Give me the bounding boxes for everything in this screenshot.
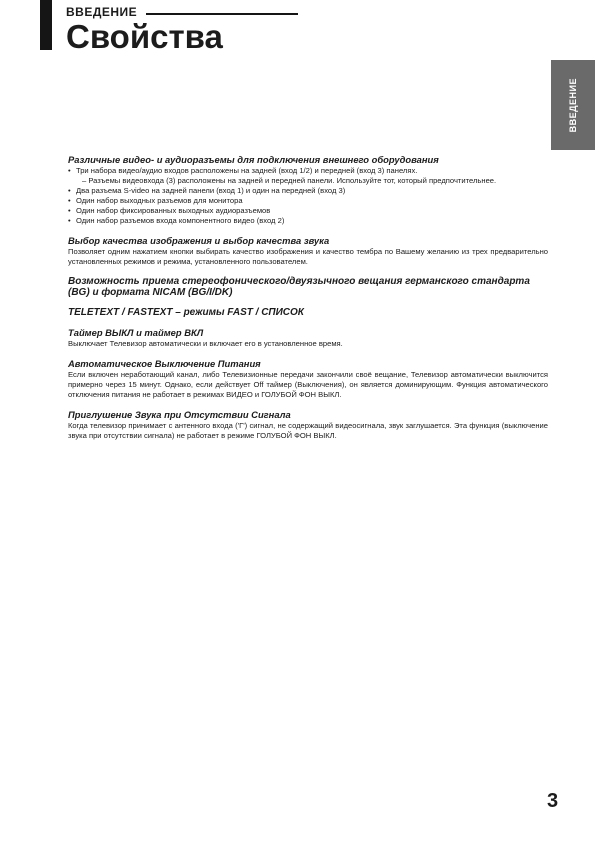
section-text: Позволяет одним нажатием кнопки выбирать качество изображения и качество тембра по Вашему желанию из трех предварительно установленных режимов и режима, установленного пользователем. bbox=[68, 247, 548, 266]
section-auto-power-off bbox=[68, 358, 548, 400]
section-connectors bbox=[68, 154, 548, 226]
section-label: ВВЕДЕНИЕ bbox=[66, 5, 138, 19]
section-no-signal-mute bbox=[68, 409, 548, 441]
section-text: Выключает Телевизор автоматически и включает его в установленное время. bbox=[68, 339, 343, 348]
section-heading: Приглушение Звука при Отсутствии Сигнала bbox=[68, 409, 291, 420]
section-timer bbox=[68, 327, 548, 349]
section-text: Если включен неработающий канал, либо Телевизионные передачи закончили своё вещание, Телевизор автоматически выключится примерно через 15 минут. Однако, если действует Off таймер (Выключения), он является доминирующим. Функция автоматического отключения питания не работает в режимах ВИДЕО и ГОЛУБОЙ ФОН ВЫКЛ. bbox=[68, 370, 548, 399]
section-heading: Автоматическое Выключение Питания bbox=[68, 358, 261, 369]
bullet-list bbox=[68, 166, 548, 226]
section-heading: Возможность приема стереофонического/двуязычного вещания германского стандарта (BG) и формата NICAM (BG/I/DK) bbox=[68, 276, 530, 298]
list-item: • Один набор разъемов входа компонентного видео (вход 2) bbox=[68, 216, 548, 226]
content bbox=[68, 154, 548, 450]
list-item: • Один набор выходных разъемов для монитора bbox=[68, 196, 548, 206]
list-item: • Два разъема S-video на задней панели (вход 1) и один на передней (вход 3) bbox=[68, 186, 548, 196]
margin-bar bbox=[40, 0, 52, 50]
section-text: Когда телевизор принимает с антенного входа ('Г') сигнал, не содержащий видеосигнала, звук заглушается. Эта функция (выключение звука при отсутствии сигнала) не работает в режиме ГОЛУБОЙ ФОН ВЫКЛ. bbox=[68, 421, 548, 440]
section-nicam bbox=[68, 276, 548, 298]
section-heading: Различные видео- и аудиоразъемы для подключения внешнего оборудования bbox=[68, 154, 439, 165]
section-rule bbox=[146, 13, 298, 15]
section-picture-sound bbox=[68, 235, 548, 267]
list-item bbox=[68, 166, 548, 186]
side-tab bbox=[551, 60, 595, 150]
section-heading: Таймер ВЫКЛ и таймер ВКЛ bbox=[68, 327, 204, 338]
list-item: • Один набор фиксированных выходных аудиоразъемов bbox=[68, 206, 548, 216]
section-teletext bbox=[68, 307, 548, 318]
page-number: 3 bbox=[547, 790, 559, 812]
side-tab-label: ВВЕДЕНИЕ bbox=[568, 77, 578, 133]
list-item-text: Три набора видео/аудио входов расположены на задней (вход 1/2) и передней (вход 3) панелях. bbox=[76, 166, 418, 175]
section-heading: TELETEXT / FASTEXT – режимы FAST / СПИСОК bbox=[68, 307, 304, 318]
page-title: Свойства bbox=[66, 18, 223, 55]
list-subnote: – Разъемы видеовхода (3) расположены на задней и передней панели. Используйте тот, который предпочтительнее. bbox=[82, 176, 497, 185]
section-heading: Выбор качества изображения и выбор качества звука bbox=[68, 235, 330, 246]
